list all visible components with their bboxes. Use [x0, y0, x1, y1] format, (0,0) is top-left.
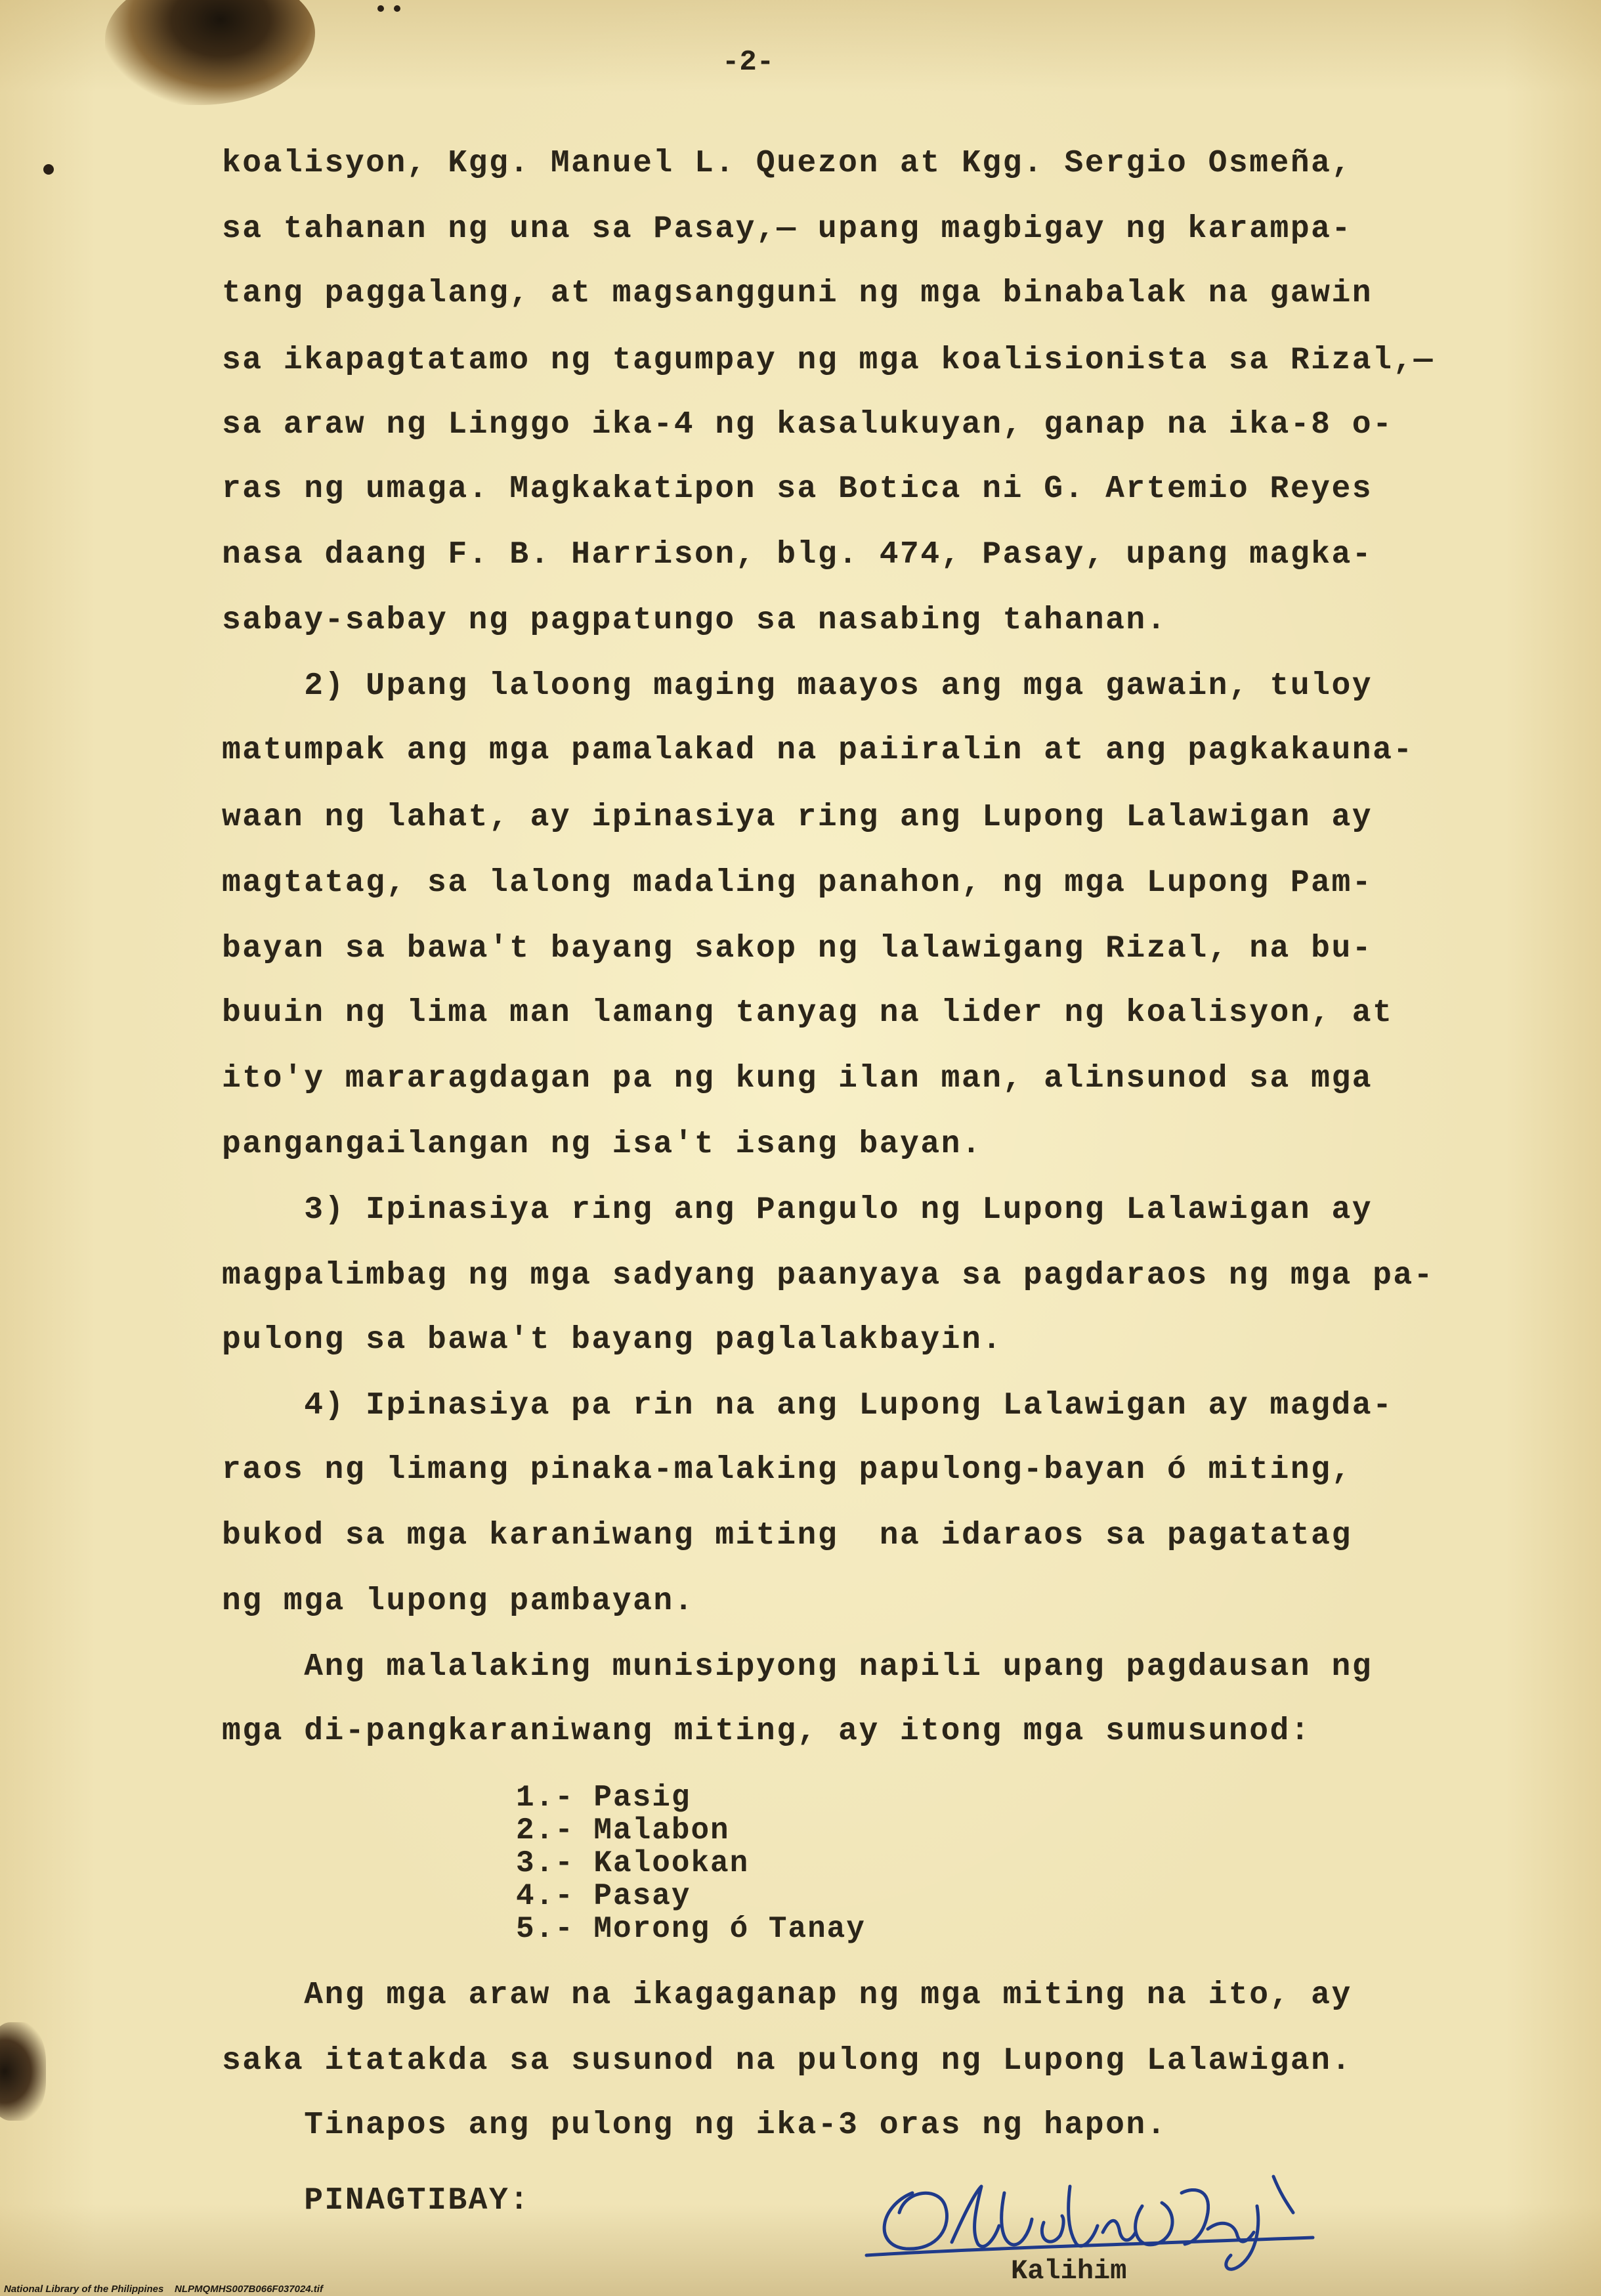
text-line: pulong sa bawa't bayang paglalakbayin. [222, 1322, 1003, 1358]
text-line: bayan sa bawa't bayang sakop ng lalawigang Rizal, na bu- [222, 931, 1373, 966]
text-line: sa ikapagtatamo ng tagumpay ng mga koalisionista sa Rizal,— [222, 343, 1434, 378]
text-line: ito'y mararagdagan pa ng kung ilan man, alinsunod sa mga [222, 1061, 1373, 1096]
text-line: mga di-pangkaraniwang miting, ay itong mga sumusunod: [222, 1714, 1312, 1749]
text-line: matumpak ang mga pamalakad na paiiralin at ang pagkakauna- [222, 733, 1414, 768]
page-number: -2- [722, 46, 775, 79]
list-item: 3.- Kalookan [516, 1846, 750, 1880]
text-line: koalisyon, Kgg. Manuel L. Quezon at Kgg. Sergio Osmeña, [222, 146, 1352, 181]
burn-mark [105, 0, 315, 105]
text-line: sa araw ng Linggo ika-4 ng kasalukuyan, ganap na ika-8 o- [222, 407, 1394, 443]
archive-footer: National Library of the Philippines NLPMQMHS007B066F037024.tif [4, 2284, 323, 2295]
ink-spot [377, 5, 384, 12]
text-line: ras ng umaga. Magkakatipon sa Botica ni G. Artemio Reyes [222, 471, 1373, 507]
punch-mark [43, 164, 54, 175]
signature-title: Kalihim [1011, 2255, 1127, 2287]
text-line: magtatag, sa lalong madaling panahon, ng mga Lupong Pam- [222, 865, 1373, 901]
text-line: pangangailangan ng isa't isang bayan. [222, 1127, 983, 1162]
text-line: magpalimbag ng mga sadyang paanyaya sa pagdaraos ng mga pa- [222, 1258, 1434, 1293]
text-line: waan ng lahat, ay ipinasiya ring ang Lupong Lalawigan ay [222, 800, 1373, 835]
list-item: 5.- Morong ó Tanay [516, 1912, 866, 1946]
burn-mark [0, 2022, 46, 2121]
list-item: 1.- Pasig [516, 1781, 691, 1815]
text-line: Ang mga araw na ikagaganap ng mga miting na ito, ay [222, 1978, 1352, 2013]
text-line: tang paggalang, at magsangguni ng mga binabalak na gawin [222, 276, 1373, 311]
text-line: 4) Ipinasiya pa rin na ang Lupong Lalawigan ay magda- [222, 1388, 1394, 1423]
text-line: Tinapos ang pulong ng ika-3 oras ng hapon. [222, 2108, 1168, 2143]
list-item: 2.- Malabon [516, 1813, 730, 1848]
text-line: saka itatakda sa susunod na pulong ng Lupong Lalawigan. [222, 2043, 1352, 2079]
text-line: ng mga lupong pambayan. [222, 1584, 695, 1619]
text-line: 3) Ipinasiya ring ang Pangulo ng Lupong Lalawigan ay [222, 1192, 1373, 1228]
text-line: bukod sa mga karaniwang miting na idaraos sa pagatatag [222, 1518, 1352, 1553]
text-line: nasa daang F. B. Harrison, blg. 474, Pasay, upang magka- [222, 537, 1373, 573]
text-line: sabay-sabay ng pagpatungo sa nasabing tahanan. [222, 603, 1168, 638]
approval-label: PINAGTIBAY: [222, 2183, 530, 2219]
ink-spot [394, 5, 400, 12]
text-line: sa tahanan ng una sa Pasay,— upang magbigay ng karampa- [222, 211, 1352, 247]
text-line: 2) Upang laloong maging maayos ang mga gawain, tuloy [222, 668, 1373, 704]
text-line: raos ng limang pinaka-malaking papulong-bayan ó miting, [222, 1452, 1352, 1488]
text-line: Ang malalaking munisipyong napili upang pagdausan ng [222, 1649, 1373, 1685]
text-line: buuin ng lima man lamang tanyag na lider ng koalisyon, at [222, 995, 1394, 1031]
list-item: 4.- Pasay [516, 1879, 691, 1913]
